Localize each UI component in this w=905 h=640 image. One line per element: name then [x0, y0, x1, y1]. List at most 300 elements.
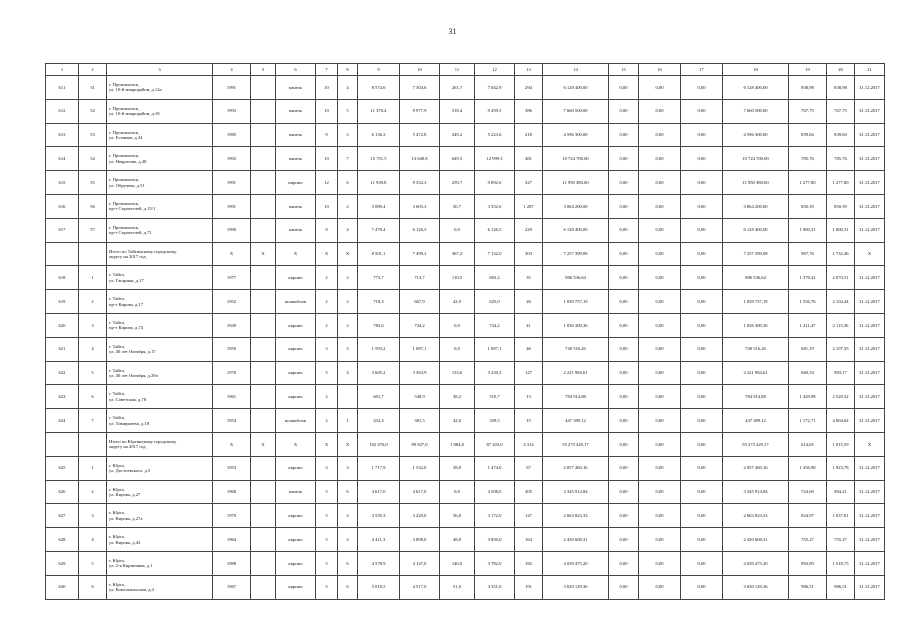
table-cell: 2 — [338, 266, 358, 290]
table-cell: 0,00 — [609, 313, 639, 337]
table-cell: 1 411,47 — [789, 313, 827, 337]
table-cell: 614,65 — [789, 432, 827, 456]
table-cell: 618 — [46, 266, 79, 290]
table-cell: 1993 — [213, 99, 251, 123]
table-cell: 0,00 — [609, 432, 639, 456]
table-cell: 1 277,80 — [789, 171, 827, 195]
address-cell: г. Прокопьевск, ул. 10-й микрорайон, д.12а — [107, 76, 213, 100]
table-cell: 0,00 — [639, 99, 681, 123]
table-cell — [251, 99, 276, 123]
table-cell: 294 — [515, 76, 543, 100]
table-cell: 4 617,0 — [358, 480, 400, 504]
table-cell: 986,51 — [827, 575, 855, 599]
table-cell: 140,0 — [440, 551, 475, 575]
table-cell: 48,0 — [440, 528, 475, 552]
table-cell: 0,00 — [609, 361, 639, 385]
table-cell: 31.12.2017 — [855, 456, 885, 480]
table-cell: панель — [276, 123, 316, 147]
table-cell: 1 037,81 — [827, 504, 855, 528]
table-cell: 31.12.2017 — [855, 99, 885, 123]
table-cell: 993,89 — [789, 551, 827, 575]
table-cell: 0,00 — [609, 242, 639, 266]
table-cell: 0,00 — [609, 409, 639, 433]
table-cell: 303 — [515, 242, 543, 266]
table-cell: 967,76 — [789, 242, 827, 266]
table-cell: 3 230,3 — [475, 361, 515, 385]
table-cell: 31.12.2017 — [855, 409, 885, 433]
table-cell — [251, 76, 276, 100]
table-row — [46, 504, 885, 528]
table-cell: 261,7 — [440, 76, 475, 100]
table-cell: 4 039 475,20 — [723, 551, 789, 575]
column-header: 7 — [316, 64, 338, 76]
table-cell — [251, 409, 276, 433]
table-cell: 0,00 — [639, 313, 681, 337]
table-cell: 0,00 — [681, 290, 723, 314]
table-cell: 0,00 — [681, 504, 723, 528]
table-cell: 2 520,32 — [827, 385, 855, 409]
table-cell: 31.12.2017 — [855, 266, 885, 290]
table-cell — [251, 528, 276, 552]
table-cell: 0,00 — [609, 337, 639, 361]
table-cell: 447 389,12 — [723, 409, 789, 433]
table-cell: 31.12.2017 — [855, 385, 885, 409]
table-cell: 839,84 — [789, 123, 827, 147]
table-cell: 2 107,35 — [827, 337, 855, 361]
table-row — [46, 385, 885, 409]
table-cell: 2 — [316, 313, 338, 337]
table-cell: 0,00 — [681, 361, 723, 385]
table-cell: 0,00 — [639, 266, 681, 290]
table-cell — [251, 123, 276, 147]
column-header: 14 — [543, 64, 609, 76]
address-cell: г. Тайга, ул. Тимирязева, д.18 — [107, 409, 213, 433]
table-row — [46, 290, 885, 314]
table-cell: 5 — [316, 480, 338, 504]
table-cell: 548,9 — [400, 385, 440, 409]
table-cell: X — [213, 242, 251, 266]
table-cell: X — [338, 242, 358, 266]
table-cell: 0,00 — [639, 361, 681, 385]
table-row — [46, 528, 885, 552]
table-cell: 89 927,0 — [400, 432, 440, 456]
table-cell: 850,39 — [789, 194, 827, 218]
table-cell: 41 — [515, 313, 543, 337]
table-cell: X — [276, 432, 316, 456]
table-cell — [251, 504, 276, 528]
table-cell: 1 474,0 — [475, 456, 515, 480]
table-cell: 3 650 129,36 — [723, 575, 789, 599]
table-cell: 614 — [46, 147, 79, 171]
table-cell: X — [276, 242, 316, 266]
table-cell: 0,00 — [681, 218, 723, 242]
table-cell: 3 064 200,00 — [723, 194, 789, 218]
table-cell: 1 429,98 — [789, 385, 827, 409]
table-cell: 1985 — [213, 123, 251, 147]
table-cell: 1 039 757,19 — [543, 290, 609, 314]
table-cell: 57 — [79, 218, 107, 242]
table-cell: 0,00 — [639, 194, 681, 218]
table-cell: кирпич — [276, 504, 316, 528]
table-cell: 0,00 — [609, 456, 639, 480]
table-cell — [79, 242, 107, 266]
table-cell: 0,00 — [639, 171, 681, 195]
table-cell: 7 499,2 — [400, 242, 440, 266]
table-cell: 15 — [515, 409, 543, 433]
table-cell — [79, 432, 107, 456]
table-cell: 2 — [338, 290, 358, 314]
table-cell: 784 914,88 — [543, 385, 609, 409]
table-cell: 191 — [515, 575, 543, 599]
table-cell: 3 — [338, 456, 358, 480]
table-cell: шлакоблок — [276, 409, 316, 433]
table-cell: 2 057 460,16 — [543, 456, 609, 480]
table-cell: 4 596 300,00 — [723, 123, 789, 147]
table-cell: 667,9 — [400, 290, 440, 314]
table-cell: 56,0 — [440, 504, 475, 528]
table-cell: 3 850,0 — [475, 528, 515, 552]
table-cell: 1990 — [213, 218, 251, 242]
address-cell: г. Юрга, ул. Достоевского, д.5 — [107, 456, 213, 480]
table-cell: 42,0 — [440, 409, 475, 433]
table-cell: 5 — [316, 361, 338, 385]
table-cell — [251, 361, 276, 385]
table-cell: кирпич — [276, 266, 316, 290]
table-cell: 613 — [46, 123, 79, 147]
table-cell: X — [316, 242, 338, 266]
table-cell — [251, 575, 276, 599]
table-cell: 0,00 — [609, 551, 639, 575]
table-cell: 615 — [46, 171, 79, 195]
table-cell: 55 273 429,17 — [723, 432, 789, 456]
table-cell: 9 459,5 — [475, 99, 515, 123]
table-cell: 1992 — [213, 147, 251, 171]
column-header: 17 — [681, 64, 723, 76]
table-cell: 367,2 — [440, 242, 475, 266]
table-cell: 625 — [46, 456, 79, 480]
table-cell: 2 — [338, 528, 358, 552]
table-cell: 986 536,64 — [543, 266, 609, 290]
table-cell: 9 977,9 — [400, 99, 440, 123]
table-cell: 0,00 — [681, 266, 723, 290]
table-cell: 649,5 — [440, 147, 475, 171]
table-cell: 1 287 — [515, 194, 543, 218]
table-cell: кирпич — [276, 171, 316, 195]
table-cell: 1 378,42 — [789, 266, 827, 290]
table-cell: 0,00 — [681, 528, 723, 552]
table-cell: 46 — [515, 337, 543, 361]
table-cell — [251, 266, 276, 290]
table-cell: 31.12.2017 — [855, 290, 885, 314]
table-cell: 259,7 — [440, 171, 475, 195]
table-cell: 0,00 — [609, 385, 639, 409]
table-cell: 339,5 — [475, 409, 515, 433]
subtotal-row — [46, 242, 885, 266]
table-cell: 1 356,98 — [789, 456, 827, 480]
table-cell: 229 — [515, 218, 543, 242]
table-cell: 8 574,6 — [358, 76, 400, 100]
table-cell: 31.12.2017 — [855, 337, 885, 361]
table-cell: 3 064 200,00 — [543, 194, 609, 218]
table-cell: 11 939,8 — [358, 171, 400, 195]
table-row — [46, 99, 885, 123]
table-cell — [251, 147, 276, 171]
table-cell: панель — [276, 147, 316, 171]
table-cell: 2 663 823,33 — [543, 504, 609, 528]
table-cell: 6 — [79, 385, 107, 409]
table-cell: 0,00 — [639, 337, 681, 361]
table-cell: 3 650 129,36 — [543, 575, 609, 599]
table-cell: 182 — [515, 551, 543, 575]
table-cell: 3 — [338, 337, 358, 361]
table-cell: 327 — [515, 171, 543, 195]
table-row — [46, 313, 885, 337]
table-cell: кирпич — [276, 337, 316, 361]
table-row — [46, 76, 885, 100]
table-cell: 2 — [338, 313, 358, 337]
table-cell: 2 — [316, 266, 338, 290]
address-cell: г. Юрга, ул. Кирова, д.27а — [107, 504, 213, 528]
table-cell: 8 501,1 — [358, 242, 400, 266]
table-cell: 0,00 — [681, 575, 723, 599]
table-cell: 55 — [79, 171, 107, 195]
table-cell: 986 536,64 — [723, 266, 789, 290]
table-cell: 12 999,3 — [475, 147, 515, 171]
table-cell: 3 603,3 — [400, 194, 440, 218]
table-row — [46, 361, 885, 385]
table-cell: 10 724 700,00 — [723, 147, 789, 171]
address-cell: г. Тайга, ул. Гагарина, д.17 — [107, 266, 213, 290]
table-cell: 627 — [46, 504, 79, 528]
table-cell: 4 314 — [515, 432, 543, 456]
table-cell: 5 — [316, 575, 338, 599]
table-cell — [251, 480, 276, 504]
table-cell: 7 304,6 — [400, 76, 440, 100]
table-cell: 0,00 — [609, 504, 639, 528]
table-cell: 3 898,0 — [400, 528, 440, 552]
table-cell — [251, 313, 276, 337]
table-cell: 0,00 — [681, 551, 723, 575]
table-cell: 53 — [79, 123, 107, 147]
table-cell: 5 089,4 — [358, 194, 400, 218]
table-cell: 0,00 — [681, 409, 723, 433]
table-cell: 628 — [46, 528, 79, 552]
table-cell — [251, 456, 276, 480]
table-cell: 87 203,0 — [475, 432, 515, 456]
table-cell: 5 — [316, 551, 338, 575]
table-cell: 1967 — [213, 575, 251, 599]
address-cell: г. Прокопьевск, ул. 10-й микрорайон, д.18 — [107, 99, 213, 123]
table-cell: 4 411,3 — [358, 528, 400, 552]
column-header: 2 — [79, 64, 107, 76]
table-row — [46, 171, 885, 195]
table-cell: 6 128 400,00 — [723, 76, 789, 100]
table-cell: 3 — [316, 337, 338, 361]
table-cell: 127 — [515, 361, 543, 385]
table-cell: 6 126,5 — [400, 218, 440, 242]
table-cell: 0,00 — [681, 171, 723, 195]
table-cell: 31.12.2017 — [855, 361, 885, 385]
table-cell: 0,00 — [639, 123, 681, 147]
table-cell: 38,2 — [440, 385, 475, 409]
table-cell: 2 104,44 — [827, 290, 855, 314]
table-cell: 0,00 — [639, 575, 681, 599]
table-cell: панель — [276, 194, 316, 218]
table-cell: 734,2 — [400, 313, 440, 337]
table-cell: 0,00 — [639, 409, 681, 433]
table-cell: 626 — [46, 480, 79, 504]
table-cell: 755,27 — [827, 528, 855, 552]
table-cell: 50,7 — [440, 194, 475, 218]
table-cell: 218 — [515, 123, 543, 147]
table-cell: 10 724 700,00 — [543, 147, 609, 171]
table-cell: 1961 — [213, 385, 251, 409]
table-cell: 0,00 — [639, 528, 681, 552]
table-cell: 1952 — [213, 290, 251, 314]
table-cell: 9 092,6 — [475, 171, 515, 195]
table-row — [46, 123, 885, 147]
table-cell: 4 517,0 — [400, 575, 440, 599]
column-header: 20 — [827, 64, 855, 76]
table-cell: 2 057 460,16 — [723, 456, 789, 480]
table-cell: 1979 — [213, 504, 251, 528]
table-cell: 386 — [515, 99, 543, 123]
address-cell: г. Тайга, пр-т Кирова, д.17 — [107, 290, 213, 314]
table-cell — [46, 242, 79, 266]
table-cell: 2 115,36 — [827, 313, 855, 337]
table-cell: X — [338, 432, 358, 456]
table-cell: 10 — [316, 147, 338, 171]
table-cell: панель — [276, 76, 316, 100]
table-cell: 205 — [515, 480, 543, 504]
address-cell: Итого по Юргинскому городскому округу на 2017 год — [107, 432, 213, 456]
table-cell: 7 257 399,08 — [543, 242, 609, 266]
table-cell: 1 087,1 — [475, 337, 515, 361]
table-cell: 1991 — [213, 194, 251, 218]
table-cell: 2 — [338, 504, 358, 528]
table-cell: 1 — [338, 409, 358, 433]
table-cell: 6 128 400,00 — [543, 218, 609, 242]
column-header: 3 — [107, 64, 213, 76]
table-cell: X — [251, 432, 276, 456]
table-row — [46, 194, 885, 218]
table-cell: 3 552,6 — [475, 194, 515, 218]
table-cell: 2 — [79, 480, 107, 504]
table-cell: 11 370,4 — [358, 99, 400, 123]
table-cell: 4 — [338, 361, 358, 385]
table-cell: 0,00 — [609, 528, 639, 552]
table-cell: 986,51 — [789, 575, 827, 599]
table-cell: 4 617,0 — [400, 480, 440, 504]
table-cell: панель — [276, 480, 316, 504]
table-cell: 9 — [316, 123, 338, 147]
table-cell: 5 472,8 — [400, 123, 440, 147]
table-cell: 3 — [79, 313, 107, 337]
table-cell: 6 — [338, 480, 358, 504]
table-cell: 447 389,12 — [543, 409, 609, 433]
table-cell: 2 — [338, 194, 358, 218]
table-cell: 6 — [79, 575, 107, 599]
table-cell: 11 950 380,00 — [723, 171, 789, 195]
table-cell: 1968 — [213, 480, 251, 504]
table-cell: 625,0 — [475, 290, 515, 314]
table-cell: кирпич — [276, 456, 316, 480]
table-cell: 3 — [338, 123, 358, 147]
table-cell: 5 — [79, 361, 107, 385]
table-cell: 10 — [316, 194, 338, 218]
table-cell: 0,00 — [609, 147, 639, 171]
table-cell: 0,00 — [681, 432, 723, 456]
table-cell: 1 — [79, 456, 107, 480]
table-cell: 2 430 608,31 — [543, 528, 609, 552]
table-cell: 26 — [515, 290, 543, 314]
table-cell: 1964 — [213, 528, 251, 552]
address-cell: г. Прокопьевск, ул. Обручева, д.51 — [107, 171, 213, 195]
table-cell: 0,00 — [609, 575, 639, 599]
table-row — [46, 337, 885, 361]
table-cell: 7 — [79, 409, 107, 433]
column-header: 5 — [251, 64, 276, 76]
table-cell: 4 — [79, 337, 107, 361]
table-cell: 1953 — [213, 456, 251, 480]
table-cell: 481 — [515, 147, 543, 171]
address-cell: Итого по Тайгинскому городскому округу на 2017 год — [107, 242, 213, 266]
table-cell: 31.12.2017 — [855, 504, 885, 528]
table-cell: 2 070,51 — [827, 266, 855, 290]
table-cell: 1954 — [213, 409, 251, 433]
table-cell — [338, 385, 358, 409]
table-cell: 3 605,2 — [358, 361, 400, 385]
subtotal-row — [46, 432, 885, 456]
table-cell: 1949 — [213, 313, 251, 337]
table-cell: X — [213, 432, 251, 456]
table-cell: 31.12.2017 — [855, 528, 885, 552]
table-cell: 1 556,76 — [789, 290, 827, 314]
table-cell: 660,54 — [789, 361, 827, 385]
table-cell: 6 126,5 — [475, 218, 515, 242]
table-cell: 601,7 — [358, 385, 400, 409]
table-cell: 147 — [515, 504, 543, 528]
address-cell: г. Юрга, ул. 2-я Кирпичная, д.1 — [107, 551, 213, 575]
table-cell: 381,5 — [400, 409, 440, 433]
column-header: 4 — [213, 64, 251, 76]
table-cell: 0,00 — [609, 266, 639, 290]
table-cell: 1978 — [213, 361, 251, 385]
table-cell: 5 — [316, 528, 338, 552]
column-header: 12 — [475, 64, 515, 76]
table-cell: 621 — [46, 337, 79, 361]
table-cell: 6 128 400,00 — [723, 218, 789, 242]
table-cell: 13 — [515, 385, 543, 409]
address-cell: г. Прокопьевск, пр-т Строителей, д.15/1 — [107, 194, 213, 218]
table-cell: 1 277,80 — [827, 171, 855, 195]
table-cell: 623 — [46, 385, 79, 409]
table-cell: 9 352,3 — [400, 171, 440, 195]
table-cell: 0,00 — [639, 218, 681, 242]
table-cell: 249,2 — [440, 123, 475, 147]
table-cell: 31.12.2017 — [855, 147, 885, 171]
table-cell: 6 128 400,00 — [543, 76, 609, 100]
table-cell: 7 042,9 — [475, 76, 515, 100]
table-cell: 0,00 — [639, 432, 681, 456]
table-row — [46, 456, 885, 480]
table-cell: 2 — [316, 385, 338, 409]
table-cell: панель — [276, 218, 316, 242]
table-cell: 5 — [338, 99, 358, 123]
address-cell: г. Тайга, ул. Советская, д.78 — [107, 385, 213, 409]
table-cell: 0,00 — [639, 242, 681, 266]
table-cell: 3 535,3 — [358, 504, 400, 528]
